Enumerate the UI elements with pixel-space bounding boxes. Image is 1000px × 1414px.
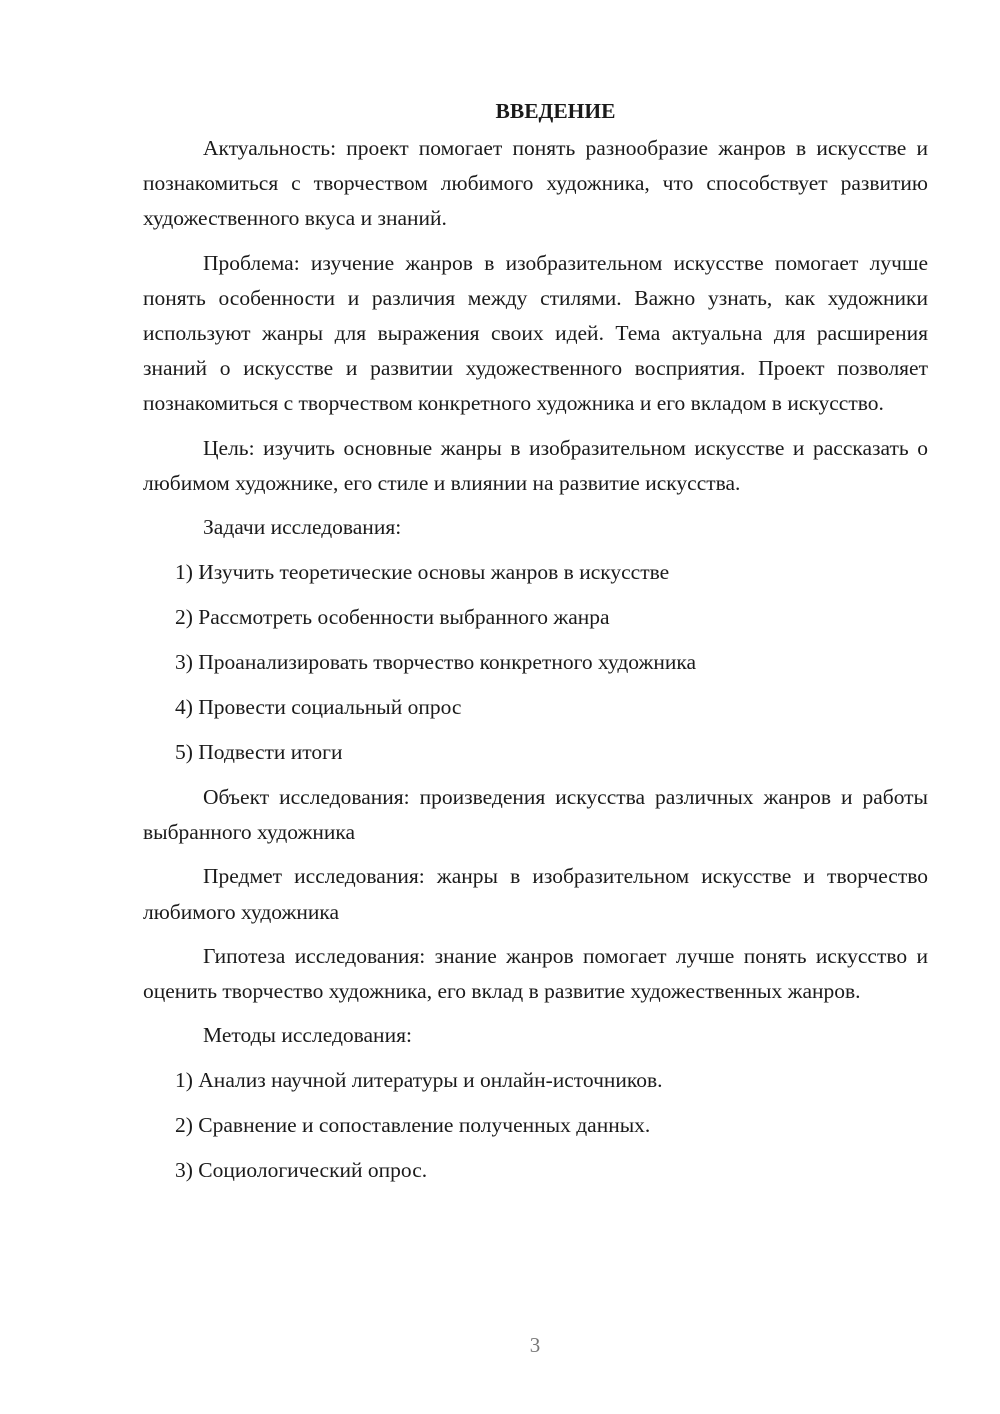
list-item: 4) Провести социальный опрос (175, 695, 462, 720)
list-item: 5) Подвести итоги (175, 740, 343, 765)
relevance-paragraph: Актуальность: проект помогает понять разнообразие жанров в искусстве и познакомиться с творчеством любимого художника, что способствует развитию художественного вкуса и знаний. (143, 136, 928, 231)
page-number: 3 (529, 1333, 541, 1357)
list-item: 3) Социологический опрос. (175, 1158, 428, 1183)
tasks-heading: Задачи исследования: (203, 515, 402, 540)
page-title: ВВЕДЕНИЕ (495, 99, 616, 123)
list-item: 2) Сравнение и сопоставление полученных данных. (175, 1113, 651, 1138)
methods-heading: Методы исследования: (203, 1023, 412, 1048)
subject-paragraph: Предмет исследования: жанры в изобразительном искусстве и творчество любимого художника (143, 864, 928, 924)
list-item: 1) Анализ научной литературы и онлайн-источников. (175, 1068, 663, 1093)
document-page (143, 93, 928, 1198)
list-item: 2) Рассмотреть особенности выбранного жанра (175, 605, 610, 630)
methods-list (143, 1063, 928, 1188)
problem-paragraph: Проблема: изучение жанров в изобразительном искусстве помогает лучше понять особенности и различия между стилями. Важно узнать, как художники используют жанры для выражения своих идей. Тема актуальна для расширения знаний о искусстве и развитии художественного восприятия. Проект позволяет познакомиться с творчеством конкретного художника и его вкладом в искусство. (143, 250, 928, 416)
goal-paragraph: Цель: изучить основные жанры в изобразительном искусстве и рассказать о любимом художнике, его стиле и влиянии на развитие искусства. (143, 435, 928, 495)
object-paragraph: Объект исследования: произведения искусства различных жанров и работы выбранного художника (143, 785, 928, 845)
list-item: 3) Проанализировать творчество конкретного художника (175, 650, 696, 675)
hypothesis-paragraph: Гипотеза исследования: знание жанров помогает лучше понять искусство и оценить творчество художника, его вклад в развитие художественных жанров. (143, 943, 928, 1004)
tasks-list (143, 555, 928, 770)
list-item: 1) Изучить теоретические основы жанров в искусстве (175, 560, 670, 585)
